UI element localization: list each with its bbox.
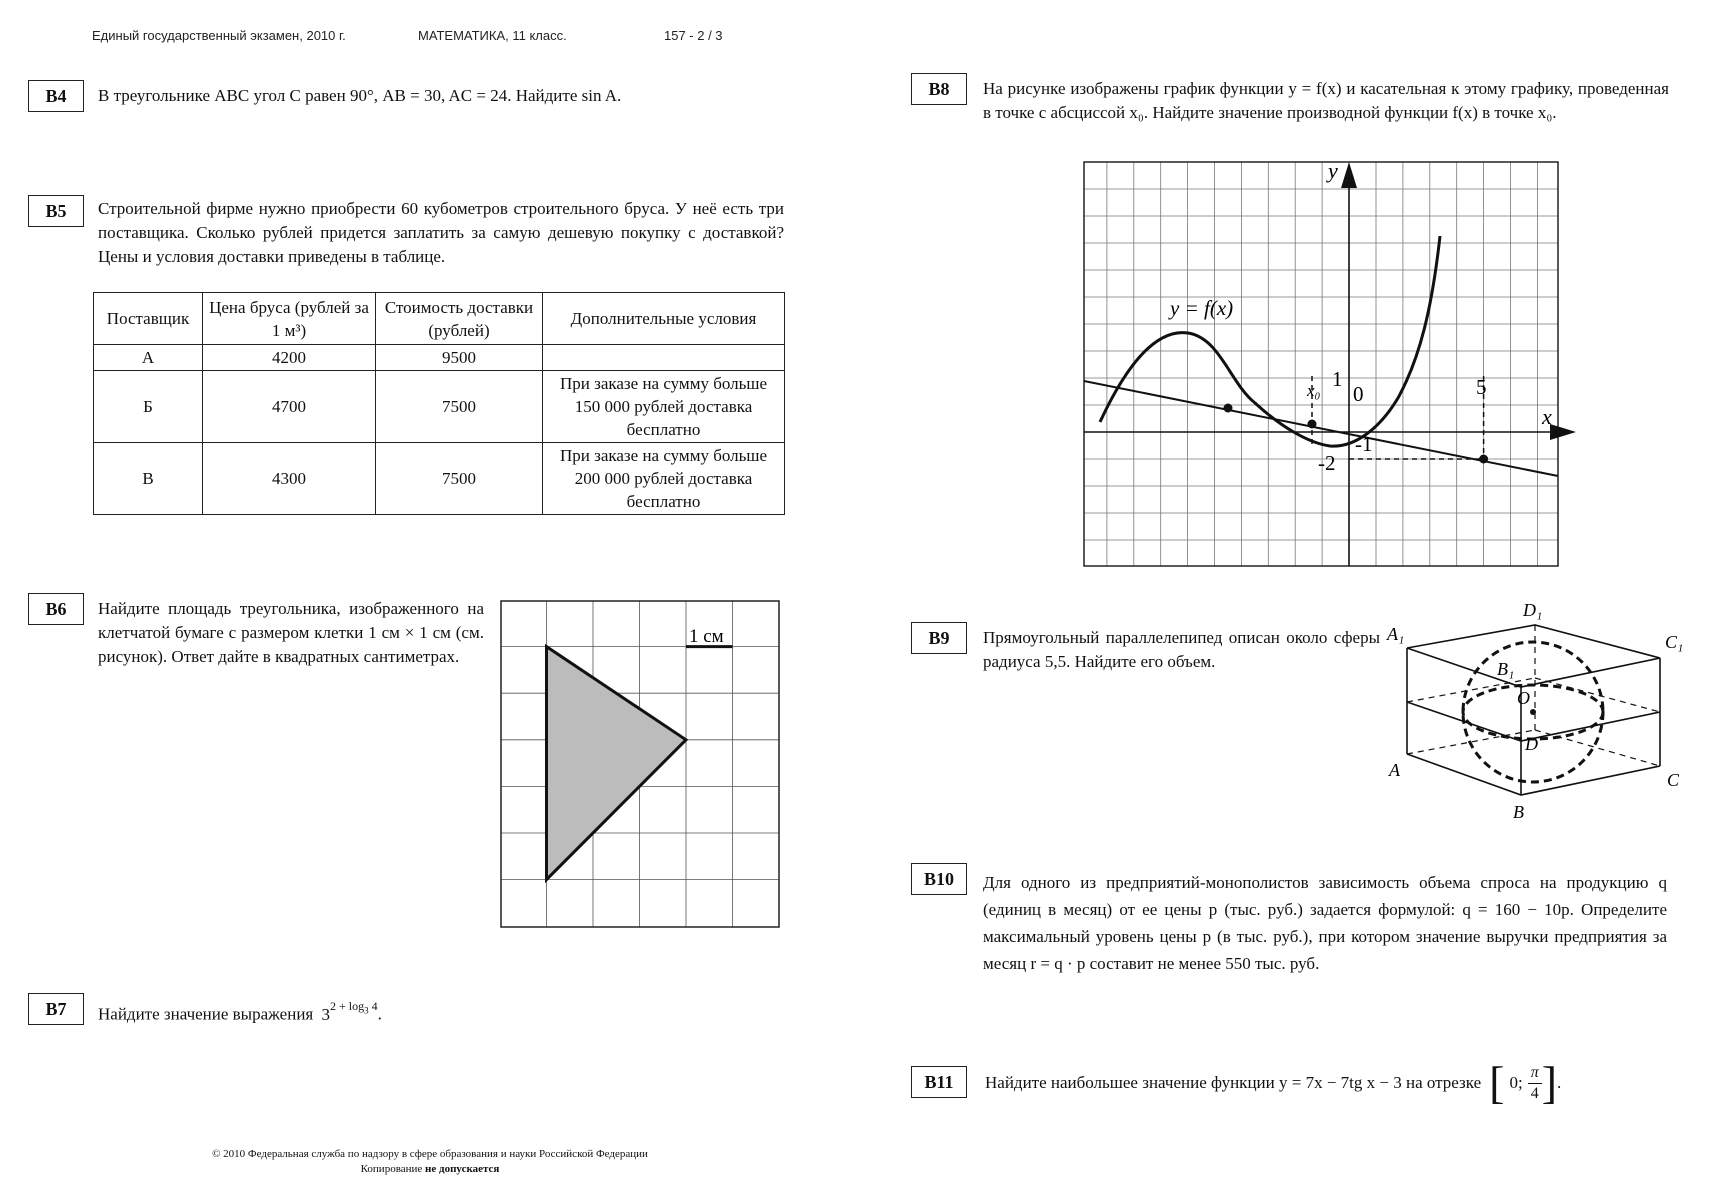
vertex-C1: C₁ <box>1665 632 1684 652</box>
table-cell: 4700 <box>203 371 376 443</box>
task-b5-text: Строительной фирме нужно приобрести 60 кубометров строительного бруса. У неё есть три поставщика. Сколько рублей придется заплатить за самую дешевую покупку с доставкой? Цены и условия доставки приведены в таблице. <box>98 199 784 266</box>
table-cell: 4200 <box>203 345 376 371</box>
task-tag-b10: B10 <box>911 863 967 895</box>
b11-interval: [ 0; π 4 ] . <box>1489 1057 1562 1108</box>
table-cell: Б <box>94 371 203 443</box>
table-header: Поставщик <box>94 293 203 345</box>
vertex-B1: B₁ <box>1497 659 1515 679</box>
vertex-B: B <box>1513 802 1524 822</box>
table-cell: В <box>94 443 203 515</box>
task-tag-b9: B9 <box>911 622 967 654</box>
task-tag-b11: B11 <box>911 1066 967 1098</box>
b11-label: Найдите наибольшее значение функции y = 7x − 7tg x − 3 на отрезке <box>985 1073 1482 1092</box>
table-cell: 7500 <box>376 443 543 515</box>
tangent-point <box>1224 404 1233 413</box>
task-b9-text: Прямоугольный параллелепипед описан около сферы радиуса 5,5. Найдите его объем. <box>983 628 1380 671</box>
table-cell: А <box>94 345 203 371</box>
label-five: 5 <box>1476 375 1487 399</box>
y-axis-arrow <box>1341 162 1357 188</box>
func-label: y = f(x) <box>1170 296 1234 320</box>
x-axis-label: x <box>1542 404 1552 429</box>
graph-border <box>1084 162 1558 566</box>
x-axis-arrow <box>1550 424 1576 440</box>
table-cell <box>543 345 785 371</box>
b7-log-base: 3 <box>364 1005 369 1016</box>
table-header: Дополнительные условия <box>543 293 785 345</box>
footer-copyright: © 2010 Федеральная служба по надзору в сфере образования и науки Российской Федерации <box>212 1148 648 1160</box>
b7-base: 3 <box>321 1004 330 1024</box>
supplier-table <box>93 292 785 515</box>
table-cell: При заказе на сумму больше 200 000 рублей доставка бесплатно <box>543 443 785 515</box>
b11-interval-left: 0; <box>1509 1073 1523 1092</box>
b7-exponent: 2 + log <box>329 999 365 1013</box>
sphere-center <box>1530 709 1536 715</box>
task-tag-b6: B6 <box>28 593 84 625</box>
table-header: Цена бруса (рублей за 1 м³) <box>203 293 376 345</box>
b7-label: Найдите значение выражения <box>98 1004 314 1024</box>
task-tag-b8: B8 <box>911 73 967 105</box>
header-exam: Единый государственный экзамен, 2010 г. <box>92 28 346 43</box>
task-tag-b5: B5 <box>28 195 84 227</box>
task-b11-text <box>985 1057 1705 1108</box>
table-header: Стоимость доставки (рублей) <box>376 293 543 345</box>
five-point <box>1479 455 1488 464</box>
header-page: 157 - 2 / 3 <box>664 28 723 43</box>
center-O: O <box>1517 688 1530 708</box>
task-tag-b4: B4 <box>28 80 84 112</box>
vertex-A1: A₁ <box>1387 624 1405 644</box>
x0-label: x₀ <box>1307 381 1321 400</box>
task-b8-text: На рисунке изображены график функции y = f(x) и касательная к этому графику, проведенная в точке с абсциссой x₀. Найдите значение производной функции f(x) в точке x₀. <box>983 79 1669 122</box>
parallelepiped-figure <box>1385 600 1715 832</box>
shaded-triangle <box>547 647 687 880</box>
table-cell: 9500 <box>376 345 543 371</box>
vertex-A: A <box>1389 760 1400 780</box>
grid-triangle-figure <box>500 600 782 930</box>
footer-copy-notice <box>160 1163 700 1175</box>
b11-pi: π <box>1528 1063 1542 1084</box>
graph-grid <box>1084 162 1558 566</box>
function-curve <box>1100 236 1440 446</box>
footer-copy-bold: не допускается <box>425 1163 500 1175</box>
vertex-C: C <box>1667 770 1680 790</box>
scale-label: 1 см <box>689 626 724 647</box>
task-b6-text: Найдите площадь треугольника, изображенного на клетчатой бумаге с размером клетки 1 см × 1 см (см. рисунок). Ответ дайте в квадратных сантиметрах. <box>98 599 484 666</box>
task-b7-text: Найдите значение выражения $3^{2 + log_3 4}$. <box>98 999 382 1024</box>
task-b4-text: В треугольнике ABC угол C равен 90°, AB = 30, AC = 24. Найдите sin A. <box>98 86 622 105</box>
task-tag-b7: B7 <box>28 993 84 1025</box>
vertex-D: D <box>1525 734 1538 754</box>
table-cell: При заказе на сумму больше 150 000 рублей доставка бесплатно <box>543 371 785 443</box>
label-minus-two: -2 <box>1318 451 1336 475</box>
function-graph <box>1080 158 1580 572</box>
y-axis-label: y <box>1328 158 1338 183</box>
b11-four: 4 <box>1530 1084 1539 1102</box>
x0-point <box>1308 420 1317 429</box>
label-one: 1 <box>1332 367 1343 391</box>
label-zero: 0 <box>1353 382 1364 406</box>
footer-copy-prefix: Копирование <box>360 1163 426 1175</box>
vertex-D1: D₁ <box>1523 600 1543 620</box>
b7-log-arg: 4 <box>368 999 378 1013</box>
table-cell: 7500 <box>376 371 543 443</box>
table-cell: 4300 <box>203 443 376 515</box>
header-subject: МАТЕМАТИКА, 11 класс. <box>418 28 567 43</box>
task-b10-text: Для одного из предприятий-монополистов зависимость объема спроса на продукцию q (единиц в месяц) от ее цены p (тыс. руб.) задается формулой: q = 160 − 10p. Определите максимальный уровень цены p (в тыс. руб.), при котором значение выручки предприятия за месяц r = q · p составит не менее 550 тыс. руб. <box>983 873 1667 973</box>
b11-fraction <box>1528 1063 1542 1104</box>
label-minus-one: -1 <box>1355 432 1373 456</box>
